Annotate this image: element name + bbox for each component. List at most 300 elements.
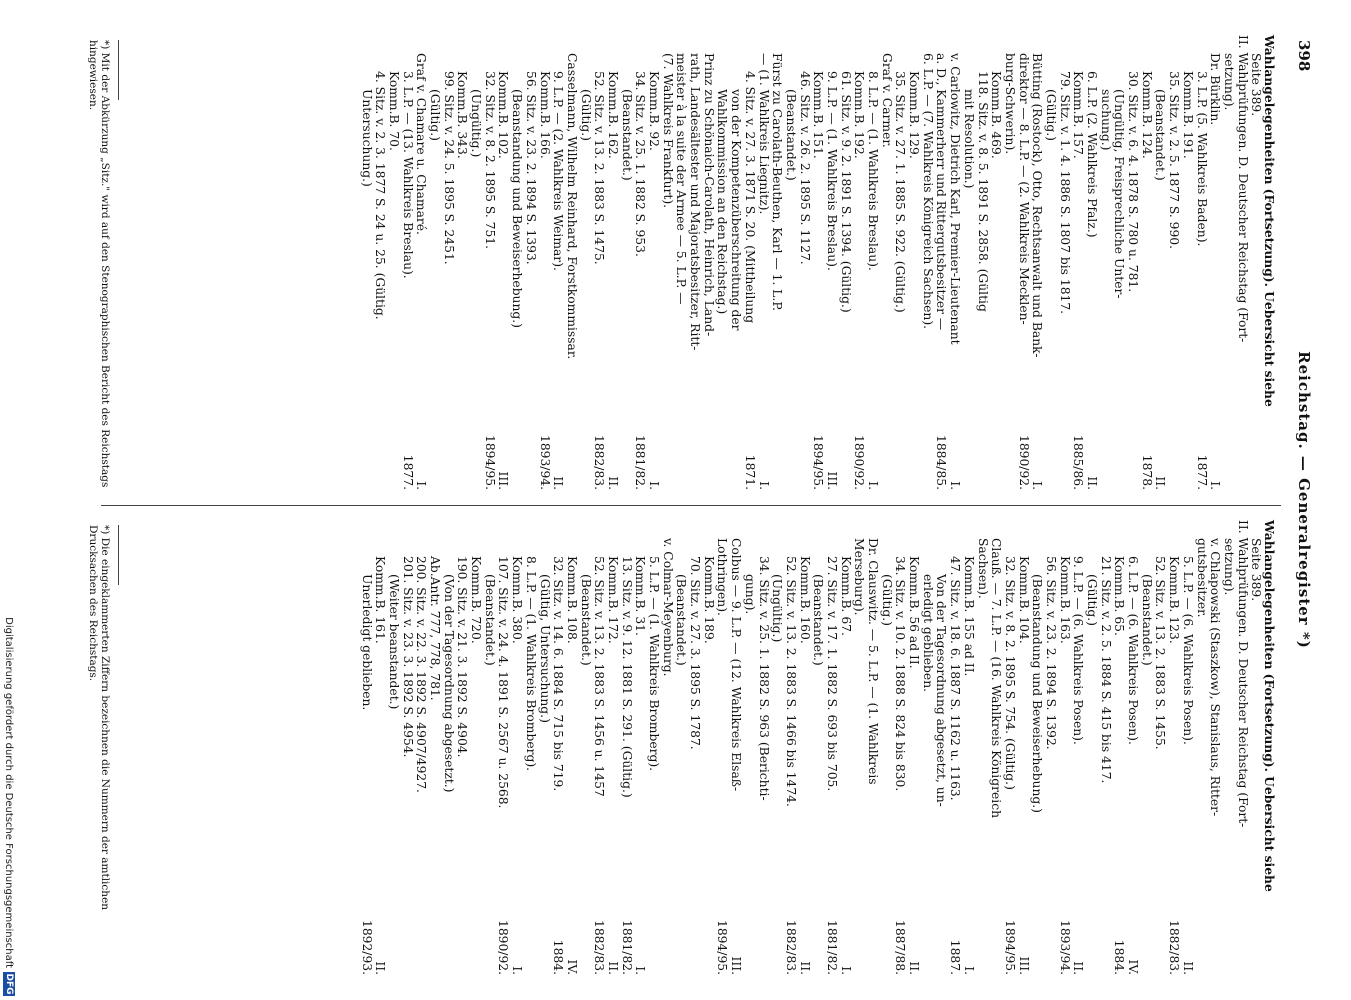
entry-text: Komm.B. 160. [797,556,812,644]
entry-text: Komm.B. 161. [373,556,388,644]
entry-text: burg-Schwerin). [1002,53,1017,155]
session-period: 1890/92. [852,435,867,490]
session-period: I. [414,481,429,490]
register-entry-line [510,520,524,975]
session-period: 1881/82. [619,920,634,975]
register-entry-line [537,520,551,975]
register-entry-line [1139,35,1153,490]
session-period: 1882/83. [592,435,607,490]
register-entry-line [906,35,920,490]
register-entry-line [592,520,606,975]
entry-text: Komm.B. 65. [1112,556,1127,636]
register-entry-line [701,35,715,490]
register-entry-line [729,35,743,490]
register-entry-line [893,35,907,490]
register-entry-line [715,35,729,490]
entry-text: Seite 389. [1249,538,1264,602]
session-period: 1892/93. [359,920,374,975]
register-entry-line [783,35,797,490]
entry-text: 9. L.P. — (6. Wahlkreis Posen). [1071,556,1086,745]
register-entry-line [496,520,510,975]
session-period: IV. [1126,959,1141,975]
register-entry-line [920,35,934,490]
entry-text: Komm.B. 56 ad II. [907,556,922,669]
register-entry-line [646,35,660,490]
register-entry-line [578,35,592,490]
register-entry-line [496,35,510,490]
session-period: I. [961,966,976,975]
entry-text: Komm.B. 67. [838,556,853,636]
register-entry-line [1235,520,1249,975]
session-period: 1884/85. [934,435,949,490]
register-entry-line [674,35,688,490]
entry-text: Komm.B. 31. [633,556,648,636]
entry-text: 30. Sitz. v. 6. 4. 1878 S. 780 u. 781. [1126,71,1141,293]
entry-text: (Beanstandet.) [482,574,497,666]
entry-text: Prinz zu Schönaich-Carolath, Heinrich, Land- [701,53,716,337]
entry-text: 6. L.P. — (6. Wahlkreis Posen). [1126,556,1141,745]
register-entry-line [400,520,414,975]
entry-text: 27. Sitz. v. 17. 1. 1882 S. 693 bis 705. [825,556,839,792]
session-period: I. [948,481,963,490]
register-entry-line [1030,520,1044,975]
entry-text: Komm.B. 102. [496,71,511,159]
entry-text: (Beanstandet.) [578,574,593,666]
entry-text: 34. Sitz. v. 10. 2. 1888 S. 824 bis 830. [893,556,908,792]
session-period: 1890/92. [496,920,511,975]
register-entry-line [1153,35,1167,490]
register-entry-line [455,520,469,975]
entry-text: 5. L.P. — (1. Wahlkreis Bromberg). [647,556,662,772]
entry-text: Seite 389. [1249,53,1264,117]
entry-text: 3. L.P. (5. Wahlkreis Baden). [1194,71,1209,247]
register-entry-line [1249,520,1263,975]
entry-text: Wahlangelegenheiten (Fortsetzung). Uebersicht siehe [1262,35,1277,407]
entry-text: Komm.B. 166. [537,71,552,159]
entry-text: Ab.Antr. 777, 778, 781. [428,556,443,701]
entry-text: 5. L.P. — (6. Wahlkreis Posen). [1180,556,1195,745]
session-period: 1877. [400,454,415,490]
register-entry-line [1262,35,1276,490]
entry-text: erledigt geblieben. [920,574,935,693]
register-entry-line [729,520,743,975]
entry-text: (Gültig, Untersuchung.) [537,574,552,723]
session-period: II. [1153,476,1168,490]
register-entry-line [1208,520,1222,975]
register-entry-line [441,520,455,975]
register-entry-line [564,35,578,490]
entry-text: 6. L.P. (2. Wahlkreis Pfalz.) [1085,71,1100,238]
session-period: 1887/88. [893,920,908,975]
register-entry-line [1208,35,1222,490]
register-entry-line [510,35,524,490]
entry-text: Graf v. Chamare u. Chamaré. [414,53,429,235]
register-entry-line [1043,520,1057,975]
session-period: II. [373,961,388,975]
register-entry-line [989,35,1003,490]
entry-text: Colbus — 9. L.P. — (12. Wahlkreis Elsaß- [729,538,744,792]
entry-text: direktor — 8. L.P. — (2. Wahlkreis Mecklen- [1016,53,1031,325]
entry-text: Komm.B. 720. [469,556,484,644]
entry-text: 201. Sitz. v. 23. 3. 1892 S. 4954. [400,556,415,758]
entry-text: Dr. Bürklin. [1208,53,1223,126]
entry-text: 107. Sitz. v. 24. 4. 1891 S. 2567 u. 2568. [496,556,511,809]
register-entry-line [1002,520,1016,975]
entry-text: Sachsen). [975,538,990,599]
entry-text: Untersuchung.) [359,89,374,187]
register-entry-line [564,520,578,975]
register-entry-line [1057,520,1071,975]
session-period: 1884. [1112,939,1127,975]
session-period: 1893/94. [537,435,552,490]
session-period: II. [606,961,620,975]
entry-text: 79. Sitz. v. 1. 4. 1886 S. 1807 bis 1817. [1057,71,1072,315]
register-entry-line [961,35,975,490]
register-entry-line [934,520,948,975]
register-entry-line [1098,520,1112,975]
session-period: 1894/95. [715,920,730,975]
session-period: 1882/83. [592,920,607,975]
register-entry-line [1112,35,1126,490]
session-period: III. [496,471,511,490]
register-entry-line [1249,35,1263,490]
register-entry-line [359,520,373,975]
entry-text: 35. Sitz. v. 2. 5. 1877 S. 990. [1167,71,1182,250]
credit-text: Digitalisierung gefördert durch die Deutsche Forschungsgemeinschaft [3,617,14,968]
register-entry-line [742,35,756,490]
session-period: I. [510,966,525,975]
session-period: III. [1016,956,1031,975]
session-period: III. [825,471,839,490]
register-entry-line [811,35,825,490]
entry-text: Komm.B. 108. [564,556,579,644]
register-entry-line [605,35,619,490]
entry-text: Komm.B. 469. [989,71,1004,159]
register-entry-line [386,35,400,490]
entry-text: 34. Sitz. v. 25. 1. 1882 S. 953. [633,71,648,257]
register-entry-line [989,520,1003,975]
entry-text: 52. Sitz. v. 13. 2. 1883 S. 1455. [1153,556,1168,750]
session-period: II. [1180,961,1195,975]
entry-text: (Weiter beanstandet.) [387,574,401,710]
entry-text: rath, Landesältester und Majoratsbesitzer, Ritt- [688,53,703,351]
session-period: II. [907,961,922,975]
entry-text: Komm.B. 162. [606,71,620,159]
session-period: 1893/94. [1057,920,1072,975]
entry-text: (Gültig.) [879,574,894,626]
entry-text: — (1. Wahlkreis Liegnitz). [756,53,771,215]
entry-text: 56. Sitz. v. 23. 2. 1894 S. 1393. [523,71,538,265]
entry-text: 34. Sitz. v. 25. 1. 1882 S. 963 (Berichti- [756,556,771,801]
session-period: 1878. [1139,454,1154,490]
dfg-logo: DFG [4,973,14,995]
entry-text: Komm.B. 163. [1057,556,1072,644]
session-period: 1890/92. [1016,435,1031,490]
entry-text: 52. Sitz. v. 13. 2. 1883 S. 1475. [592,71,607,265]
entry-text: v. Carlowitz, Dietrich Karl, Premier-Lieutenant [948,53,963,345]
session-period: 1894/95. [1002,920,1017,975]
column-divider [101,505,1281,506]
register-entry-line [605,520,619,975]
entry-text: Komm.B. 157. [1071,71,1086,159]
page-title: Reichstag. — Generalregister *) [1295,351,1313,649]
entry-text: Komm.B. 172. [606,556,620,644]
register-entry-line [1167,35,1181,490]
entry-text: setzung). [1221,53,1236,111]
register-entry-line [1098,35,1112,490]
entry-text: gung). [742,574,757,615]
register-entry-line [961,520,975,975]
register-entry-line [578,520,592,975]
entry-text: Fürst zu Carolath-Beuthen, Karl — 1. L.P. [770,53,785,312]
entry-text: 52. Sitz. v. 13. 2. 1883 S. 1466 bis 1474. [783,556,798,807]
register-entry-line [1043,35,1057,490]
session-period: II. [797,961,812,975]
register-entry-line [756,35,770,490]
register-entry-line [1139,520,1153,975]
entry-text: 4. Sitz. v. 27. 3. 1871 S. 20. (Mittheilung [742,71,757,324]
register-entry-line [551,520,565,975]
entry-text: Von der Tagesordnung abgesetzt, un- [934,574,949,807]
entry-text: Wahlangelegenheiten (Fortsetzung). Uebersicht siehe [1262,520,1277,892]
right-column [359,520,1276,975]
register-entry-line [373,520,387,975]
entry-text: Komm.B. 124. [1139,71,1154,159]
session-period: II. [1071,961,1086,975]
register-entry-line [619,35,633,490]
register-entry-line [975,35,989,490]
entry-text: 3. L.P. — (13. Wahlkreis Breslau). [400,71,415,279]
register-entry-line [441,35,455,490]
register-entry-line [975,520,989,975]
register-entry-line [1057,35,1071,490]
footnote-rule-left [118,40,119,100]
register-entry-line [551,35,565,490]
register-entry-line [482,520,496,975]
register-entry-line [934,35,948,490]
register-entry-line [1016,520,1030,975]
entry-text: (Gültig.) [578,89,593,141]
register-entry-line [633,35,647,490]
session-period: II. [1085,476,1100,490]
footnote-right: *) Die eingeklammerten Ziffern bezeichnen die Nummern der amtlichen Drucksachen des Reichstags. [87,525,111,911]
entry-text: a. D., Kammerherr und Rittergutsbesitzer — [934,53,949,331]
register-entry-line [414,35,428,490]
session-period: I. [647,481,662,490]
register-entry-line [865,520,879,975]
register-entry-line [414,520,428,975]
entry-text: 4. Sitz. v. 2. 3. 1877 S. 24 u. 25. (Gültig. [373,71,388,320]
register-entry-line [427,520,441,975]
session-period: 1881/82. [825,920,839,975]
entry-text: Komm.B. 380. [510,556,525,644]
register-entry-line [1262,520,1276,975]
session-period: 1882/83. [1167,920,1182,975]
entry-text: Komm.B. 151. [811,71,826,159]
register-entry-line [1180,35,1194,490]
register-entry-line [1071,35,1085,490]
session-period: 1881/82. [633,435,648,490]
entry-text: II. Wahlprüfungen. D. Deutscher Reichstag (Fort- [1235,520,1250,828]
entry-text: Komm.B. 155 ad II. [961,556,976,677]
entry-text: Komm.B. 189. [701,556,716,644]
entry-text: 200. Sitz. v. 22. 3. 1892 S. 4907/4927. [414,556,429,793]
entry-text: Komm.B. 104. [1016,556,1031,644]
page-number: 398 [1295,40,1313,72]
entry-text: (Beanstandet.) [619,89,634,181]
register-entry-line [770,520,784,975]
session-period: 1885/86. [1071,435,1086,490]
entry-text: gutsbesitzer. [1194,538,1209,618]
entry-text: 52. Sitz. v. 13. 2. 1883 S. 1456 u. 1457 [592,556,607,797]
register-entry-line [756,520,770,975]
register-entry-line [687,520,701,975]
entry-text: 35. Sitz. v. 27. 1. 1885 S. 922. (Gültig.) [893,71,908,313]
entry-text: Graf v. Carmer. [879,53,894,148]
register-entry-line [386,520,400,975]
register-entry-line [715,520,729,975]
register-entry-line [1016,35,1030,490]
register-entry-line [523,520,537,975]
entry-text: 70. Sitz. v. 27. 3. 1895 S. 1787. [688,556,703,750]
entry-text: (Beanstandung und Beweiserhebung.) [510,89,525,328]
footnote-left: *) Mit der Abkürzung „Sitz." wird auf den Stenographischen Bericht des Reichstags hingewiesen. [87,40,111,488]
register-entry-line [742,520,756,975]
entry-text: (Beanstandet.) [783,89,798,181]
session-period: I. [1208,481,1223,490]
register-entry-line [893,520,907,975]
entry-text: 9. L.P. — (1. Wahlkreis Breslau). [825,71,839,271]
entry-text: Unerledigt geblieben. [359,574,374,711]
entry-text: (7. Wahlkreis Frankfurt). [660,53,675,209]
register-entry-line [1030,35,1044,490]
register-entry-line [482,35,496,490]
register-entry-line [838,35,852,490]
entry-text: Dr. Clauswitz. — 5. L.P. — (1. Wahlkreis [866,538,881,785]
entry-text: 6. L.P. — (7. Wahlkreis Königreich Sachsen). [920,53,935,330]
register-entry-line [674,520,688,975]
register-entry-line [400,35,414,490]
register-entry-line [455,35,469,490]
register-entry-line [1125,520,1139,975]
register-entry-line [427,35,441,490]
entry-text: von der Kompetenzüberschreitung der [729,89,744,331]
register-entry-line [592,35,606,490]
entry-text: 21. Sitz. v. 2. 5. 1884 S. 415 bis 417. [1098,556,1113,784]
session-period: 1882/83. [783,920,798,975]
left-column [359,35,1276,490]
entry-text: Merseburg). [852,538,867,616]
session-period: I. [756,481,771,490]
entry-text: Komm.B. 191. [1180,71,1195,159]
entry-text: 118. Sitz. v. 8. 5. 1891 S. 2858. (Gültig [975,71,990,312]
entry-text: mit Resolution.) [961,89,976,189]
register-entry-line [824,35,838,490]
entry-text: Clauß. — 7. L.P. — (16. Wahlkreis Königreich [989,538,1004,819]
entry-text: 46. Sitz. v. 26. 2. 1895 S. 1127. [797,71,812,265]
register-entry-line [865,35,879,490]
register-entry-line [359,35,373,490]
register-entry-line [1221,520,1235,975]
entry-text: v. Chlapowski (Staszkow), Stanislaus, Ritter- [1208,538,1223,817]
entry-text: (Beanstandet.) [1153,89,1168,181]
register-entry-line [879,35,893,490]
entry-text: 61. Sitz. v. 9. 2. 1891 S. 1394. (Gültig.) [838,71,853,313]
session-period: II. [551,476,566,490]
register-entry-line [1194,520,1208,975]
register-entry-line [852,35,866,490]
session-period: 1894/95. [482,435,497,490]
entry-text: 190. Sitz. v. 21. 3. 1892 S. 4904. [455,556,470,758]
register-entry-line [660,520,674,975]
register-entry-line [948,35,962,490]
entry-text: Wahlkommission an den Reichstag.) [715,89,730,315]
entry-text: Bütting (Rostock), Otto, Rechtsanwalt und Bank- [1030,53,1045,358]
session-period: 1877. [1194,454,1209,490]
register-entry-line [770,35,784,490]
page-header [1291,0,1321,1000]
register-entry-line [1235,35,1249,490]
entry-text: 8. L.P. — (1. Wahlkreis Bromberg). [523,556,538,772]
entry-text: (Beanstandung und Beweiserhebung.) [1030,574,1045,813]
register-entry-line [906,520,920,975]
entry-text: Lothringen). [715,538,730,616]
register-entry-line [1112,520,1126,975]
register-entry-line [1153,520,1167,975]
register-entry-line [660,35,674,490]
register-entry-line [920,520,934,975]
entry-text: Komm.B. 129. [907,71,922,159]
register-entry-line [797,520,811,975]
entry-text: (Gültig.) [1044,89,1058,141]
register-entry-line [1221,35,1235,490]
register-entry-line [373,35,387,490]
session-period: II. [606,476,620,490]
entry-text: Komm.B. 343. [455,71,470,159]
session-period: I. [866,481,881,490]
entry-text: v. Colmar-Meyenburg. [660,538,675,677]
entry-text: 13. Sitz. v. 9. 12. 1881 S. 291. (Gültig.) [619,556,634,798]
entry-text: II. Wahlprüfungen. D. Deutscher Reichstag (Fort- [1235,35,1250,343]
register-entry-line [468,35,482,490]
entry-text: 32. Sitz. v. 8. 2. 1895 S. 754. (Gültig.) [1002,556,1017,790]
register-entry-line [1167,520,1181,975]
entry-text: 56. Sitz. v. 23. 2. 1894 S. 1392. [1044,556,1058,750]
register-entry-line [619,520,633,975]
entry-text: Casselmann, Wilhelm Reinhard, Forstkommissar. [564,53,579,360]
session-period: 1871. [742,454,757,490]
entry-text: setzung). [1221,538,1236,596]
session-period: 1887. [948,939,963,975]
session-period: 1894/95. [811,435,826,490]
register-entry-line [783,520,797,975]
entry-text: 9. L.P. — (2. Wahlkreis Weimar). [551,71,566,271]
register-entry-line [838,520,852,975]
register-entry-line [797,35,811,490]
entry-text: 8. L.P. — (1. Wahlkreis Breslau). [866,71,881,271]
entry-text: 99. Sitz. v. 24. 5. 1895 S. 2451. [441,71,456,265]
entry-text: 32. Sitz. v. 8. 2. 1895 S. 751. [482,71,497,250]
entry-text: meister à la suite der Armee — 5. L.P. — [674,53,689,305]
register-entry-line [537,35,551,490]
register-entry-line [879,520,893,975]
register-entry-line [1071,520,1085,975]
entry-text: suchung.) [1098,89,1113,151]
entry-text: (Gültig.) [428,89,443,141]
entry-text: (Beanstandet.) [674,574,689,666]
entry-text: Komm.B. 192. [852,71,867,159]
register-entry-line [523,35,537,490]
